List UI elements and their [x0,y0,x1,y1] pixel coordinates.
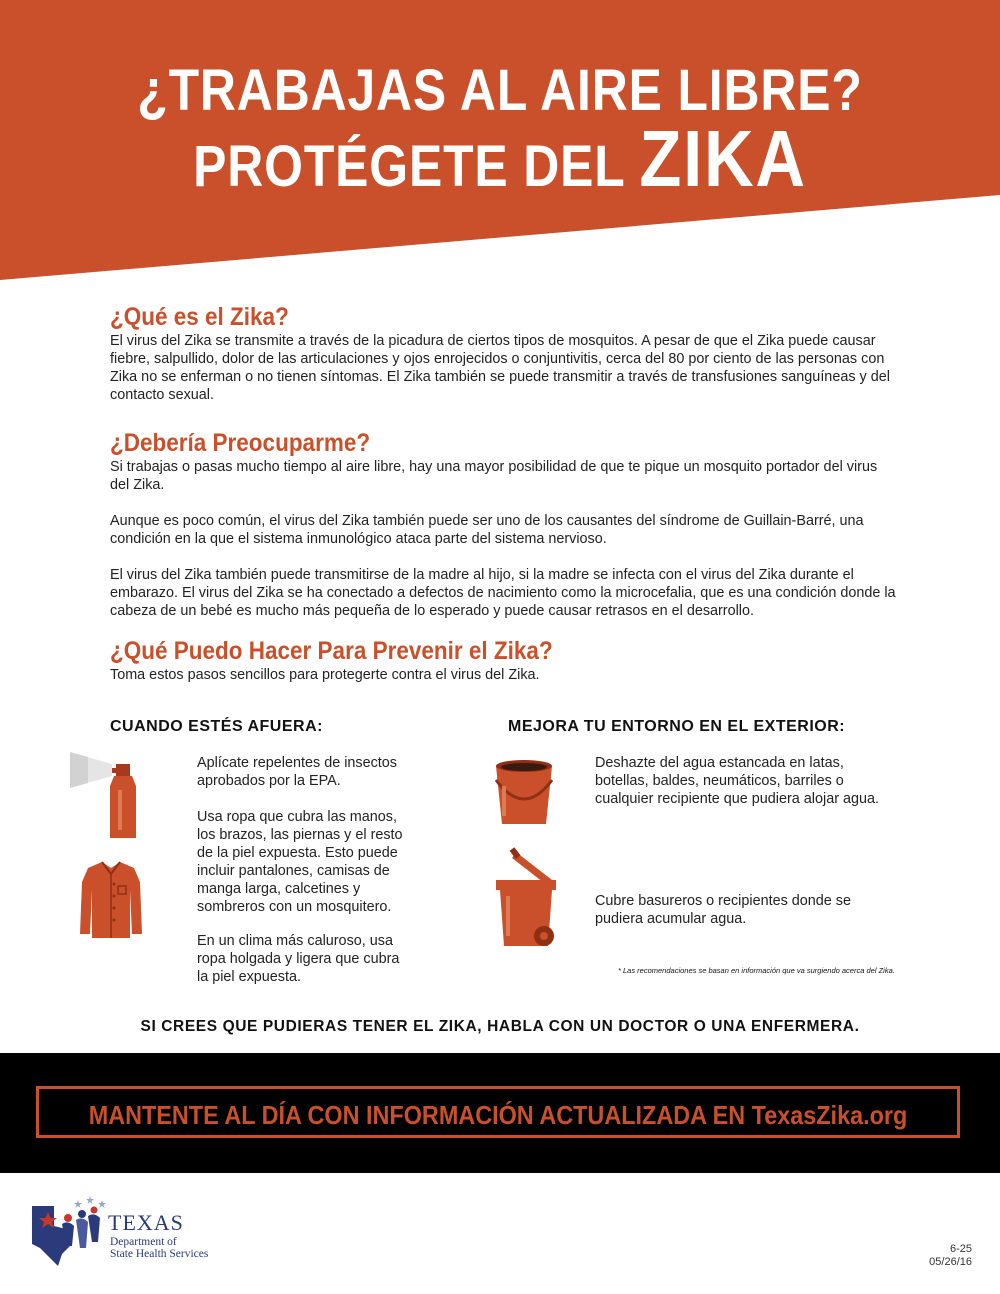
cta-text: MANTENTE AL DÍA CON INFORMACIÓN ACTUALIZADA EN TexasZika.org [88,1100,908,1130]
section-heading: ¿Qué es el Zika? [110,303,289,331]
doctor-callout: SI CREES QUE PUDIERAS TENER EL ZIKA, HABLA CON UN DOCTOR O UNA ENFERMERA. [140,1018,860,1035]
section-paragraph-1: Si trabajas o pasas mucho tiempo al aire libre, hay una mayor posibilidad de que te pique un mosquito portador del virus del Zika. [110,459,878,493]
outside-tip-hot-weather: En un clima más caluroso, usa ropa holgada y ligera que cubra la piel expuesta. [197,933,400,985]
title-line-2-prefix: PROTÉGETE DEL [193,134,625,199]
logo-department [110,1236,208,1260]
document-code [929,1243,972,1269]
trash-can-icon [490,846,562,950]
title-line-1: ¿TRABAJAS AL AIRE LIBRE? [137,58,863,123]
document-number: 6-25 [949,1243,972,1255]
texas-dshs-logo [28,1192,108,1272]
outside-tip-repellent: Aplícate repelentes de insectos aprobados por la EPA. [197,755,397,789]
section-should-i-worry [110,428,900,620]
section-paragraph-3: El virus del Zika también puede transmitirse de la madre al hijo, si la madre se infecta con el virus del Zika durante el embarazo. El virus del Zika se ha conectado a defectos de nacimiento como la microcefalia, que es una condición donde la cabeza de un bebé es mucho más pequeña de lo esperado y puede causar retrasos en el desarrollo. [110,567,896,619]
environment-tip-cover-containers: Cubre basureros o recipientes donde se pudiera acumular agua. [595,893,851,927]
outside-tip-clothing: Usa ropa que cubra las manos, los brazos, las piernas y el resto de la piel expuesta. Esto puede incluir pantalones, camisas de manga larga, calcetines y sombreros con un mosquitero. [197,809,403,915]
document-date: 05/26/16 [929,1256,972,1268]
section-heading: ¿Debería Preocuparme? [110,429,371,457]
long-sleeve-shirt-icon [80,860,142,940]
section-prevent [110,636,900,684]
logo-texas-word: TEXAS [108,1210,184,1235]
environment-tip-standing-water: Deshazte del agua estancada en latas, botellas, baldes, neumáticos, barriles o cualquier recipiente que pudiera alojar agua. [595,755,880,807]
bucket-icon [488,756,560,828]
logo-dept-line-2: State Health Services [110,1248,209,1260]
footnote: * Las recomendaciones se basan en información que va surgiendo acerca del Zika. [618,966,895,975]
section-body: Toma estos pasos sencillos para protegerte contra el virus del Zika. [110,667,540,683]
section-body: El virus del Zika se transmite a través de la picadura de ciertos tipos de mosquitos. A pesar de que el Zika puede causar fiebre, salpullido, dolor de las articulaciones y ojos enrojecidos o conjuntivitis, cerca del 80 por ciento de las personas con Zika no se enferman o no tienen síntomas. El Zika también se puede transmitir a través de transfusiones sanguíneas y del contacto sexual. [110,333,890,403]
repellent-spray-icon [68,746,150,842]
environment-heading: MEJORA TU ENTORNO EN EL EXTERIOR: [508,718,846,735]
outside-heading: CUANDO ESTÉS AFUERA: [110,718,323,735]
section-heading: ¿Qué Puedo Hacer Para Prevenir el Zika? [110,637,553,665]
page-title [70,58,930,202]
title-zika: ZIKA [639,114,807,203]
title-line-2 [70,114,930,203]
section-what-is-zika [110,302,900,404]
section-paragraph-2: Aunque es poco común, el virus del Zika también puede ser uno de los causantes del síndrome de Guillain-Barré, una condición en la que el sistema inmunológico ataca parte del sistema nervioso. [110,513,864,547]
logo-dept-line-1: Department of [110,1236,177,1248]
cta-box [36,1086,960,1138]
